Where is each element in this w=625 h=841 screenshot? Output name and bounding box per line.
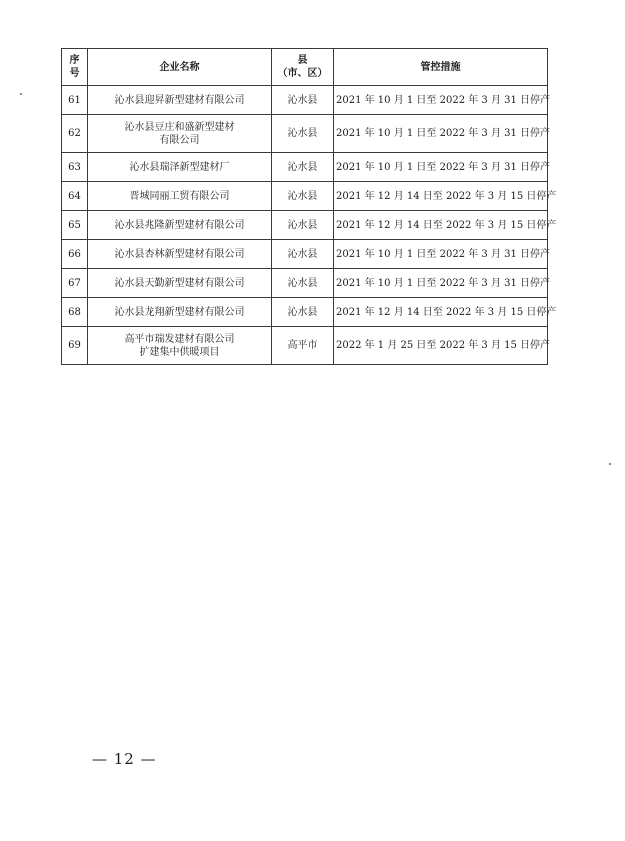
cell-measure: 2021 年 12 月 14 日至 2022 年 3 月 15 日停产	[334, 211, 548, 240]
cell-county: 沁水县	[272, 211, 334, 240]
table-row	[62, 240, 548, 269]
header-company	[88, 49, 272, 86]
cell-index: 66	[62, 240, 88, 269]
table-row	[62, 211, 548, 240]
cell-county: 沁水县	[272, 269, 334, 298]
cell-index: 67	[62, 269, 88, 298]
cell-measure: 2021 年 10 月 1 日至 2022 年 3 月 31 日停产	[334, 86, 548, 115]
cell-index: 65	[62, 211, 88, 240]
header-measure	[334, 49, 548, 86]
cell-county: 沁水县	[272, 86, 334, 115]
cell-index: 63	[62, 153, 88, 182]
scan-speck	[609, 463, 611, 465]
header-county	[272, 49, 334, 86]
scan-speck	[20, 93, 22, 95]
table-body	[62, 86, 557, 365]
cell-index: 69	[62, 327, 88, 365]
cell-company: 高平市瑞发建材有限公司 扩建集中供暖项目	[88, 327, 272, 365]
cell-measure: 2022 年 1 月 25 日至 2022 年 3 月 15 日停产	[334, 327, 548, 365]
cell-measure: 2021 年 10 月 1 日至 2022 年 3 月 31 日停产	[334, 115, 548, 153]
cell-company: 沁水县龙翔新型建材有限公司	[88, 298, 272, 327]
cell-measure: 2021 年 12 月 14 日至 2022 年 3 月 15 日停产	[334, 182, 548, 211]
table-row	[62, 86, 548, 115]
table-row	[62, 182, 548, 211]
cell-index: 64	[62, 182, 88, 211]
cell-county: 沁水县	[272, 115, 334, 153]
cell-index: 68	[62, 298, 88, 327]
cell-company: 沁水县瑞泽新型建材厂	[88, 153, 272, 182]
cell-company: 沁水县兆隆新型建材有限公司	[88, 211, 272, 240]
table-row	[62, 153, 548, 182]
page-number: — 12 —	[92, 750, 157, 768]
table-row	[62, 115, 548, 153]
cell-index: 61	[62, 86, 88, 115]
cell-county: 高平市	[272, 327, 334, 365]
header-county-text: 县 （市、区）	[277, 55, 328, 79]
cell-company: 沁水县杏林新型建材有限公司	[88, 240, 272, 269]
header-company-text: 企业名称	[159, 61, 200, 73]
cell-measure: 2021 年 10 月 1 日至 2022 年 3 月 31 日停产	[334, 269, 548, 298]
production-control-table	[61, 48, 557, 365]
table-row	[62, 298, 548, 327]
cell-company: 晋城同丽工贸有限公司	[88, 182, 272, 211]
cell-company: 沁水县迎昇新型建材有限公司	[88, 86, 272, 115]
cell-county: 沁水县	[272, 298, 334, 327]
cell-measure: 2021 年 12 月 14 日至 2022 年 3 月 15 日停产	[334, 298, 548, 327]
cell-measure: 2021 年 10 月 1 日至 2022 年 3 月 31 日停产	[334, 240, 548, 269]
header-measure-text: 管控措施	[420, 61, 461, 73]
table-row	[62, 269, 548, 298]
cell-county: 沁水县	[272, 182, 334, 211]
cell-index: 62	[62, 115, 88, 153]
cell-measure: 2021 年 10 月 1 日至 2022 年 3 月 31 日停产	[334, 153, 548, 182]
cell-company: 沁水县豆庄和盛新型建材 有限公司	[88, 115, 272, 153]
cell-company: 沁水县天勤新型建材有限公司	[88, 269, 272, 298]
cell-county: 沁水县	[272, 153, 334, 182]
header-index-text: 序 号	[69, 55, 80, 79]
table-row	[62, 327, 548, 365]
table-header-row	[62, 49, 548, 86]
header-index	[62, 49, 88, 86]
cell-county: 沁水县	[272, 240, 334, 269]
